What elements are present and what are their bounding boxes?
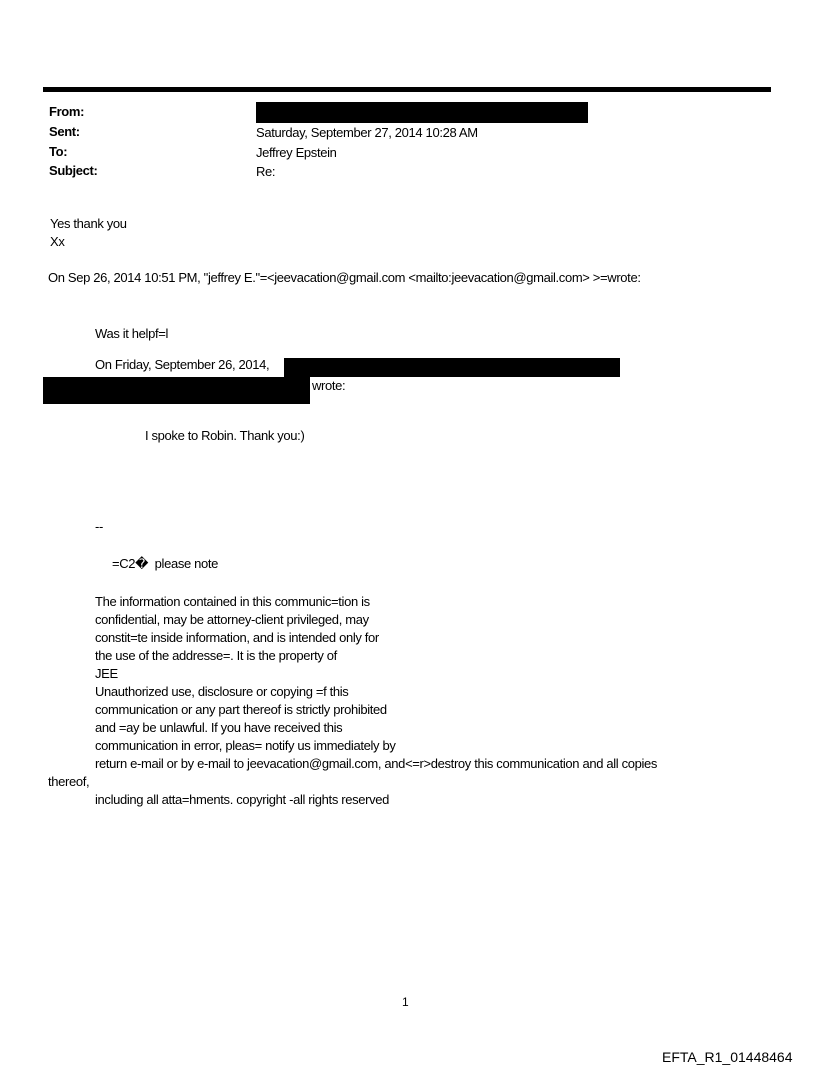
reply-line: Xx <box>50 234 65 249</box>
disclaimer-line: return e-mail or by e-mail to jeevacation@gmail.com, and<=r>destroy this communication and all copies <box>95 756 658 771</box>
subject-label: Subject: <box>49 163 98 178</box>
header-divider-rule <box>43 87 771 92</box>
quote-intro-line: On Sep 26, 2014 10:51 PM, "jeffrey E."=<jeevacation@gmail.com <mailto:jeevacation@gmail.com> >=wrote: <box>48 270 641 285</box>
disclaimer-line: The information contained in this communic=tion is <box>95 594 370 609</box>
quote-attribution-suffix: wrote: <box>312 378 346 393</box>
redaction-bar-attribution-1 <box>284 358 620 377</box>
quoted-message-line: I spoke to Robin. Thank you:) <box>145 428 305 443</box>
disclaimer-line: and =ay be unlawful. If you have received this <box>95 720 343 735</box>
quote-attribution-prefix: On Friday, September 26, 2014, <box>95 357 270 372</box>
disclaimer-line: JEE <box>95 666 118 681</box>
to-label: To: <box>49 144 68 159</box>
disclaimer-line: constit=te inside information, and is intended only for <box>95 630 379 645</box>
sent-value: Saturday, September 27, 2014 10:28 AM <box>256 125 478 140</box>
signature-separator: -- <box>95 519 103 534</box>
disclaimer-line: thereof, <box>48 774 90 789</box>
from-label: From: <box>49 104 85 119</box>
disclaimer-line: confidential, may be attorney-client privileged, may <box>95 612 369 627</box>
disclaimer-line: Unauthorized use, disclosure or copying =f this <box>95 684 349 699</box>
reply-line: Yes thank you <box>50 216 127 231</box>
quoted-question-line: Was it helpf=l <box>95 326 169 341</box>
subject-value: Re: <box>256 164 276 179</box>
disclaimer-line: communication or any part thereof is strictly prohibited <box>95 702 387 717</box>
sent-label: Sent: <box>49 124 80 139</box>
redaction-bar-from <box>256 102 588 123</box>
to-value: Jeffrey Epstein <box>256 145 337 160</box>
bates-number: EFTA_R1_01448464 <box>662 1049 793 1065</box>
signature-note-line: =C2� please note <box>112 556 219 571</box>
disclaimer-line: the use of the addresse=. It is the property of <box>95 648 337 663</box>
page-number: 1 <box>402 995 409 1009</box>
disclaimer-line: including all atta=hments. copyright -all rights reserved <box>95 792 390 807</box>
redaction-bar-attribution-2 <box>43 377 310 404</box>
disclaimer-line: communication in error, pleas= notify us immediately by <box>95 738 396 753</box>
